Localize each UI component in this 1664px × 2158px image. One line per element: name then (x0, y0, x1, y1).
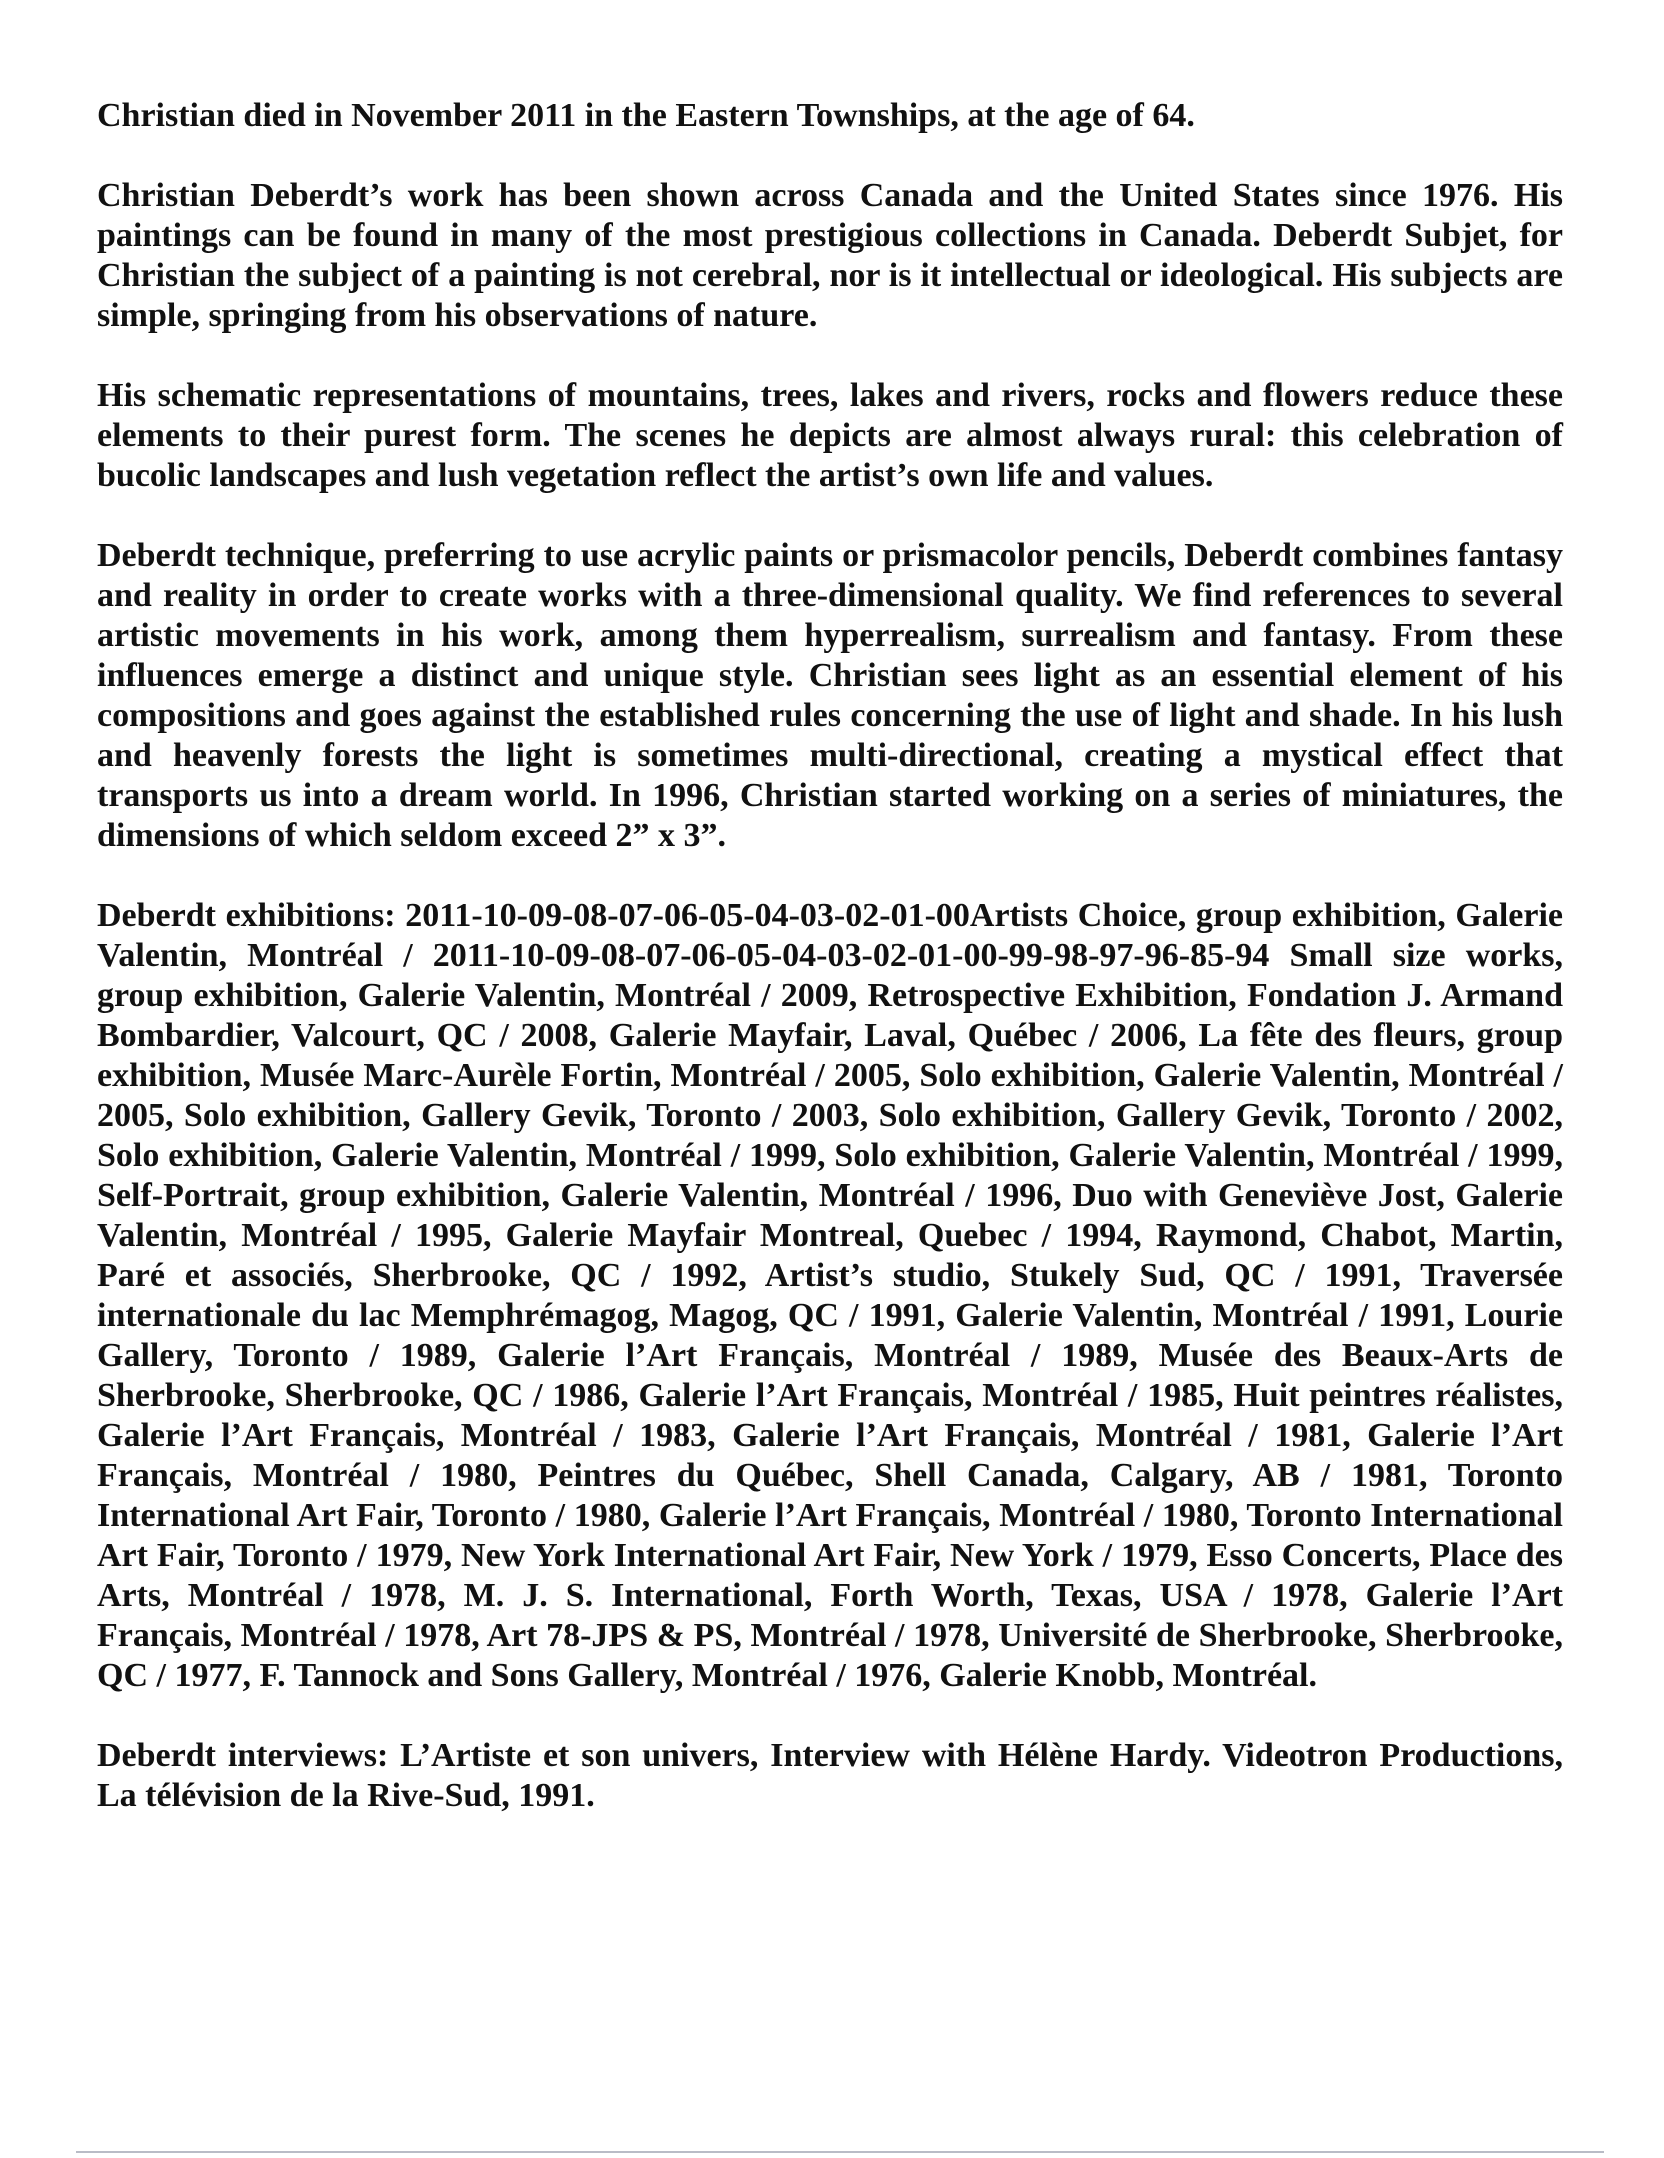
scan-bottom-edge (76, 2151, 1604, 2153)
paragraph-technique: Deberdt technique, preferring to use acrylic paints or prismacolor pencils, Deberdt combines fantasy and reality in order to create works with a three-dimensional quality. We find references to several artistic movements in his work, among them hyperrealism, surrealism and fantasy. From these influences emerge a distinct and unique style. Christian sees light as an essential element of his compositions and goes against the established rules concerning the use of light and shade. In his lush and heavenly forests the light is sometimes multi-directional, creating a mystical effect that transports us into a dream world. In 1996, Christian started working on a series of miniatures, the dimensions of which seldom exceed 2” x 3”. (97, 537, 1563, 854)
paragraph-exhibitions: Deberdt exhibitions: 2011-10-09-08-07-06-05-04-03-02-01-00Artists Choice, group exhibition, Galerie Valentin, Montréal / 2011-10-09-08-07-06-05-04-03-02-01-00-99-98-97-96-85-94 Small size works, group exhibition, Galerie Valentin, Montréal / 2009, Retrospective Exhibition, Fondation J. Armand Bombardier, Valcourt, QC / 2008, Galerie Mayfair, Laval, Québec / 2006, La fête des fleurs, group exhibition, Musée Marc-Aurèle Fortin, Montréal / 2005, Solo exhibition, Galerie Valentin, Montréal / 2005, Solo exhibition, Gallery Gevik, Toronto / 2003, Solo exhibition, Gallery Gevik, Toronto / 2002, Solo exhibition, Galerie Valentin, Montréal / 1999, Solo exhibition, Galerie Valentin, Montréal / 1999, Self-Portrait, group exhibition, Galerie Valentin, Montréal / 1996, Duo with Geneviève Jost, Galerie Valentin, Montréal / 1995, Galerie Mayfair Montreal, Quebec / 1994, Raymond, Chabot, Martin, Paré et associés, Sherbrooke, QC / 1992, Artist’s studio, Stukely Sud, QC / 1991, Traversée internationale du lac Memphrémagog, Magog, QC / 1991, Galerie Valentin, Montréal / 1991, Lourie Gallery, Toronto / 1989, Galerie l’Art Français, Montréal / 1989, Musée des Beaux-Arts de Sherbrooke, Sherbrooke, QC / 1986, Galerie l’Art Français, Montréal / 1985, Huit peintres réalistes, Galerie l’Art Français, Montréal / 1983, Galerie l’Art Français, Montréal / 1981, Galerie l’Art Français, Montréal / 1980, Peintres du Québec, Shell Canada, Calgary, AB / 1981, Toronto International Art Fair, Toronto / 1980, Galerie l’Art Français, Montréal / 1980, Toronto International Art Fair, Toronto / 1979, New York International Art Fair, New York / 1979, Esso Concerts, Place des Arts, Montréal / 1978, M. J. S. International, Forth Worth, Texas, USA / 1978, Galerie l’Art Français, Montréal / 1978, Art 78-JPS & PS, Montréal / 1978, Université de Sherbrooke, Sherbrooke, QC / 1977, F. Tannock and Sons Gallery, Montréal / 1976, Galerie Knobb, Montréal. (97, 897, 1563, 1694)
paragraph-career-overview: Christian Deberdt’s work has been shown across Canada and the United States since 1976. His paintings can be found in many of the most prestigious collections in Canada. Deberdt Subjet, for Christian the subject of a painting is not cerebral, nor is it intellectual or ideological. His subjects are simple, springing from his observations of nature. (97, 177, 1563, 334)
document-page (97, 96, 1563, 1816)
paragraph-interviews: Deberdt interviews: L’Artiste et son univers, Interview with Hélène Hardy. Videotron Productions, La télévision de la Rive-Sud, 1991. (97, 1737, 1563, 1814)
paragraph-subjects: His schematic representations of mountains, trees, lakes and rivers, rocks and flowers reduce these elements to their purest form. The scenes he depicts are almost always rural: this celebration of bucolic landscapes and lush vegetation reflect the artist’s own life and values. (97, 377, 1563, 494)
paragraph-death-notice: Christian died in November 2011 in the Eastern Townships, at the age of 64. (97, 97, 1195, 134)
